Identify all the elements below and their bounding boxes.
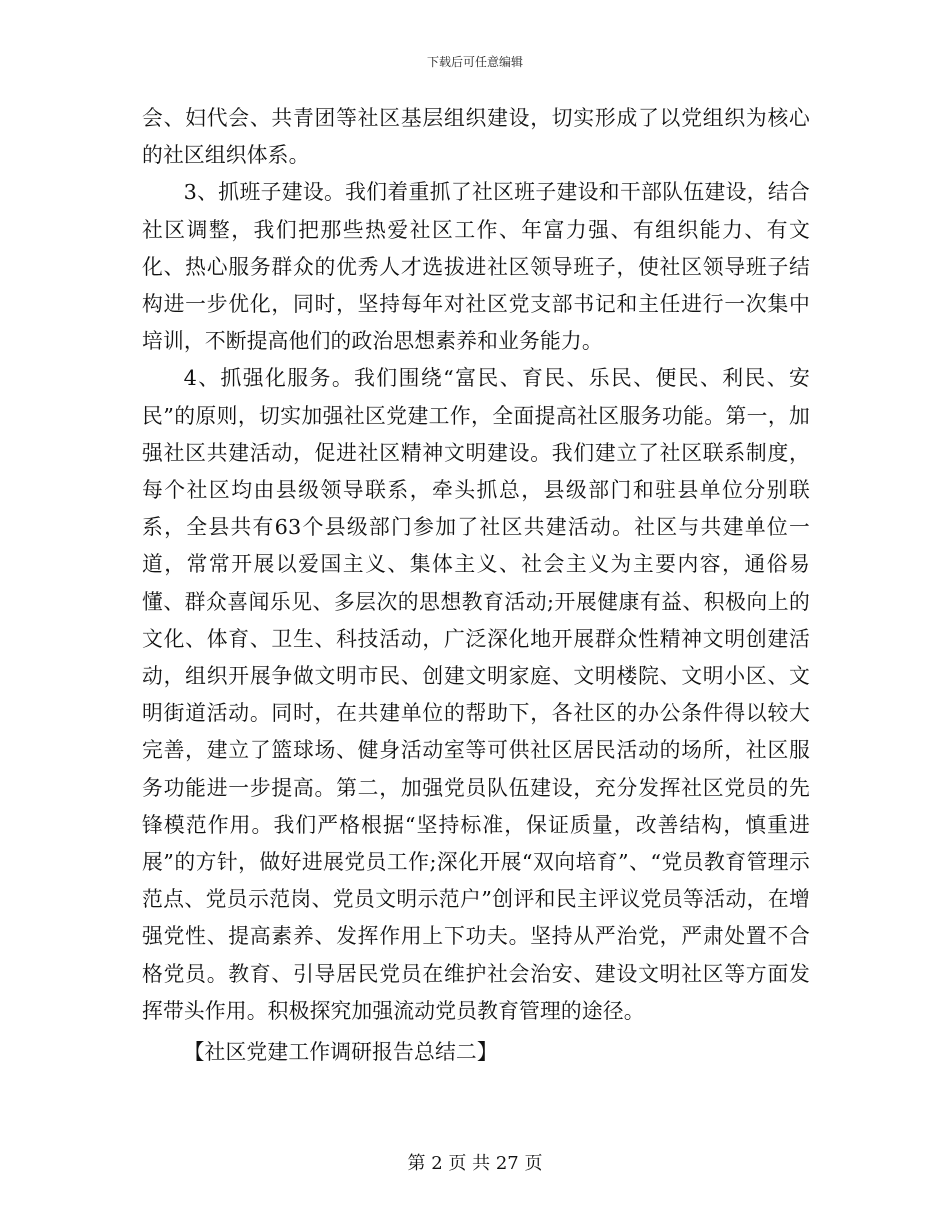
paragraph-continuation: 会、妇代会、共青团等社区基层组织建设，切实形成了以党组织为核心的社区组织体系。	[142, 106, 810, 168]
header-note: 下载后可任意编辑	[426, 55, 523, 69]
page-number: 第 2 页 共 27 页	[407, 1153, 543, 1174]
section-heading: 【社区党建工作调研报告总结二】	[183, 1040, 498, 1065]
paragraph-service: 4、抓强化服务。我们围绕“富民、育民、乐民、便民、利民、安民”的原则，切实加强社区党建工作，全面提高社区服务功能。第一，加强社区共建活动，促进社区精神文明建设。我们建立了社区联系制度，每个社区均由县级领导联系，牵头抓总，县级部门和驻县单位分别联系，全县共有63个县级部门参加了社区共建活动。社区与共建单位一道，常常开展以爱国主义、集体主义、社会主义为主要内容，通俗易懂、群众喜闻乐见、多层次的思想教育活动;开展健康有益、积极向上的文化、体育、卫生、科技活动，广泛深化地开展群众性精神文明创建活动，组织开展争做文明市民、创建文明家庭、文明楼院、文明小区、文明街道活动。同时，在共建单位的帮助下，各社区的办公条件得以较大完善，建立了篮球场、健身活动室等可供社区居民活动的场所，社区服务功能进一步提高。第二，加强党员队伍建设，充分发挥社区党员的先锋模范作用。我们严格根据“坚持标准，保证质量，改善结构，慎重进展”的方针，做好进展党员工作;深化开展“双向培育”、“党员教育管理示范点、党员示范岗、党员文明示范户”创评和民主评议党员等活动，在增强党性、提高素养、发挥作用上下功夫。坚持从严治党，严肃处置不合格党员。教育、引导居民党员在维护社会治安、建设文明社区等方面发挥带头作用。积极探究加强流动党员教育管理的途径。	[142, 366, 810, 1023]
paragraph-team-building: 3、抓班子建设。我们着重抓了社区班子建设和干部队伍建设，结合社区调整，我们把那些热爱社区工作、年富力强、有组织能力、有文化、热心服务群众的优秀人才选拔进社区领导班子，使社区领导班子结构进一步优化，同时，坚持每年对社区党支部书记和主任进行一次集中培训，不断提高他们的政治思想素养和业务能力。	[142, 180, 810, 354]
document-body	[142, 100, 810, 1071]
